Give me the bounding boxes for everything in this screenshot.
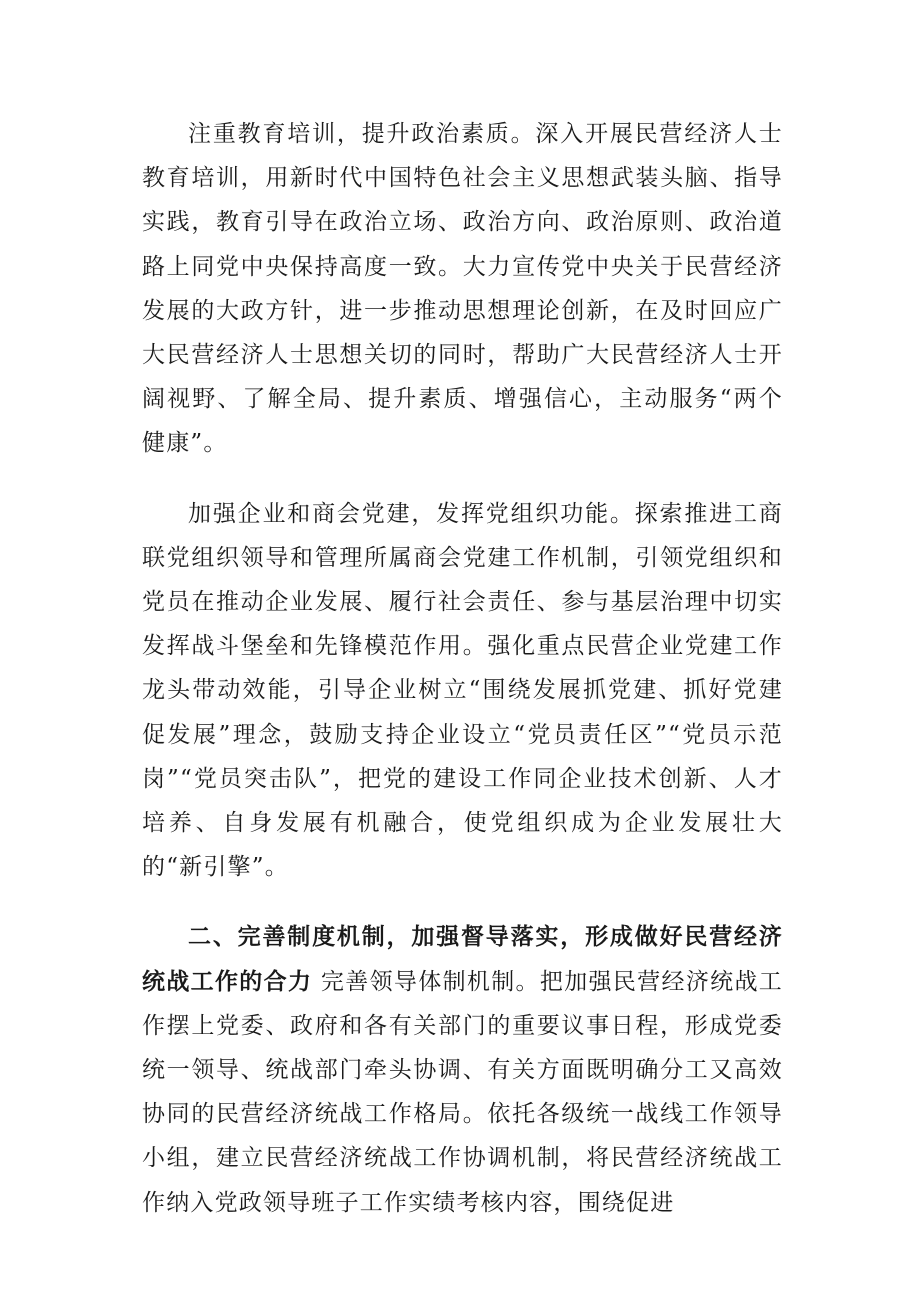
section-body-text: 完善领导体制机制。把加强民营经济统战工作摆上党委、政府和各有关部门的重要议事日程，形成党委统一领导、统战部门牵头协调、有关方面既明确分工又高效协同的民营经济统战工作格局。依托各级统一战线工作领导小组，建立民营经济统战工作协调机制，将民营经济统战工作纳入党政领导班子工作实绩考核内容，围绕促进 — [142, 968, 784, 1216]
paragraph-education-training: 注重教育培训，提升政治素质。深入开展民营经济人士教育培训，用新时代中国特色社会主义思想武装头脑、指导实践，教育引导在政治立场、政治方向、政治原则、政治道路上同党中央保持高度一致。大力宣传党中央关于民营经济发展的大政方针，进一步推动思想理论创新，在及时回应广大民营经济人士思想关切的同时，帮助广大民营经济人士开阔视野、了解全局、提升素质、增强信心，主动服务“两个健康”。 — [142, 121, 783, 457]
section-heading: 二、完善制度机制，加强督导落实，形成做好民营经济统战工作的合力 — [142, 923, 783, 995]
paragraph-party-building: 加强企业和商会党建，发挥党组织功能。探索推进工商联党组织领导和管理所属商会党建工作机制，引领党组织和党员在推动企业发展、履行社会责任、参与基层治理中切实发挥战斗堡垒和先锋模范作用。强化重点民营企业党建工作龙头带动效能，引导企业树立“围绕发展抓党建、抓好党建促发展”理念，鼓励支持企业设立“党员责任区”“党员示范岗”“党员突击队”，把党的建设工作同企业技术创新、人才培养、自身发展有机融合，使党组织成为企业发展壮大的“新引擎”。 — [142, 500, 783, 881]
paragraph-institutional-mechanism — [142, 915, 783, 1224]
document-body — [142, 112, 783, 1225]
